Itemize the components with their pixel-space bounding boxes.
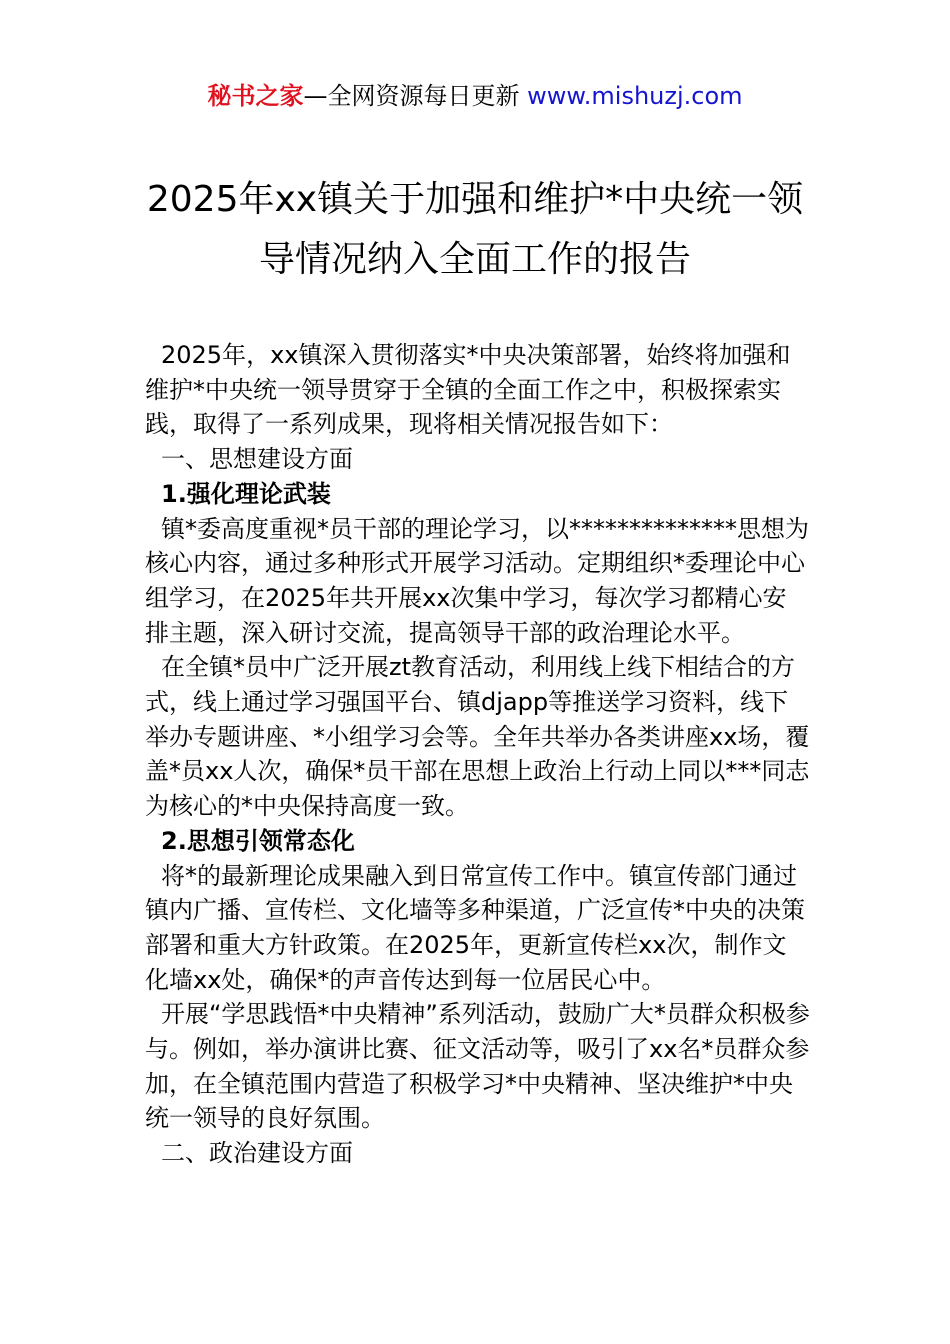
paragraph-series-activities: 开展“学思践悟*中央精神”系列活动，鼓励广大*员群众积极参与。例如，举办演讲比赛、征文活动等，吸引了xx名*员群众参加，在全镇范围内营造了积极学习*中央精神、坚决维护*中央统一领导的良好氛围。 bbox=[145, 1000, 810, 1133]
subheading-guidance: 2.思想引领常态化 bbox=[161, 826, 355, 855]
subheading-theory: 1.强化理论武装 bbox=[161, 479, 331, 508]
paragraph-education-activities: 在全镇*员中广泛开展zt教育活动，利用线上线下相结合的方式，线上通过学习强国平台、镇djapp等推送学习资料，线下举办专题讲座、*小组学习会等。全年共举办各类讲座xx场，覆盖*员xx人次，确保*员干部在思想上政治上行动上同以***同志为核心的*中央保持高度一致。 bbox=[145, 653, 810, 821]
intro-paragraph: 2025年，xx镇深入贯彻落实*中央决策部署，始终将加强和维护*中央统一领导贯穿于全镇的全面工作之中，积极探索实践，取得了一系列成果，现将相关情况报告如下： bbox=[145, 341, 791, 439]
section-heading-ideology: 一、思想建设方面 bbox=[161, 445, 353, 474]
document-body bbox=[145, 338, 810, 1171]
document-title-line-1: 2025年xx镇关于加强和维护*中央统一领 bbox=[146, 179, 804, 220]
paragraph-theory-study: 镇*委高度重视*员干部的理论学习，以**************思想为核心内容，通过多种形式开展学习活动。定期组织*委理论中心组学习，在2025年共开展xx次集中学习，每次学习都精心安排主题，深入研讨交流，提高领导干部的政治理论水平。 bbox=[145, 514, 809, 647]
site-header bbox=[0, 80, 950, 112]
site-tagline: —全网资源每日更新 bbox=[303, 82, 528, 110]
paragraph-publicity: 将*的最新理论成果融入到日常宣传工作中。镇宣传部门通过镇内广播、宣传栏、文化墙等多种渠道，广泛宣传*中央的决策部署和重大方针政策。在2025年，更新宣传栏xx次，制作文化墙xx处，确保*的声音传达到每一位居民心中。 bbox=[145, 861, 805, 994]
document-title bbox=[100, 170, 850, 290]
section-heading-politics: 二、政治建设方面 bbox=[161, 1139, 353, 1168]
site-url-link[interactable]: www.mishuzj.com bbox=[527, 82, 743, 110]
document-title-line-2: 导情况纳入全面工作的报告 bbox=[258, 239, 691, 280]
site-brand: 秘书之家 bbox=[207, 82, 304, 110]
